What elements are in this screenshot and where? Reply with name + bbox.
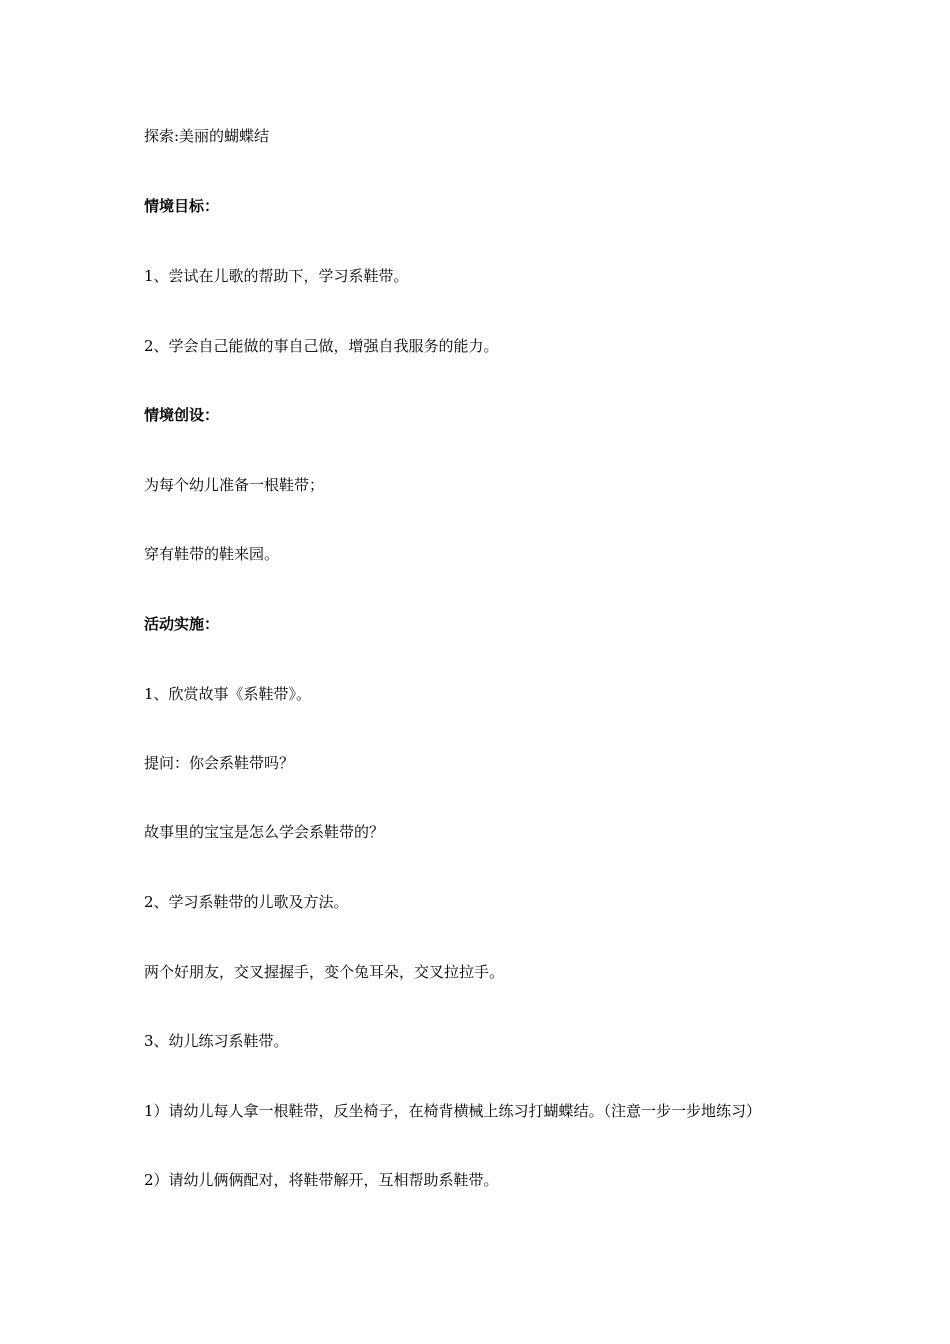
activity-item-1: 1、欣赏故事《系鞋带》。 [144,685,312,703]
setup-item-2: 穿有鞋带的鞋来园。 [144,545,280,563]
setup-item-1: 为每个幼儿准备一根鞋带； [144,476,325,494]
setup-heading: 情境创设： [144,406,220,424]
activity-item-7: 1）请幼儿每人拿一根鞋带，反坐椅子，在椅背横械上练习打蝴蝶结。（注意一步一步地练习） [144,1102,762,1120]
activity-heading: 活动实施： [144,615,220,633]
activity-item-4: 2、学习系鞋带的儿歌及方法。 [144,893,349,911]
activity-item-6: 3、幼儿练习系鞋带。 [144,1032,289,1050]
activity-item-8: 2）请幼儿俩俩配对，将鞋带解开，互相帮助系鞋带。 [144,1171,499,1189]
activity-item-3: 故事里的宝宝是怎么学会系鞋带的？ [144,823,385,841]
activity-item-2: 提问：你会系鞋带吗？ [144,754,295,772]
document-title: 探索:美丽的蝴蝶结 [144,127,270,145]
goals-heading: 情境目标： [144,197,220,215]
goal-item-1: 1、尝试在儿歌的帮助下，学习系鞋带。 [144,267,409,285]
goal-item-2: 2、学会自己能做的事自己做，增强自我服务的能力。 [144,337,499,355]
activity-item-5: 两个好朋友，交叉握握手，变个兔耳朵，交叉拉拉手。 [144,963,505,981]
